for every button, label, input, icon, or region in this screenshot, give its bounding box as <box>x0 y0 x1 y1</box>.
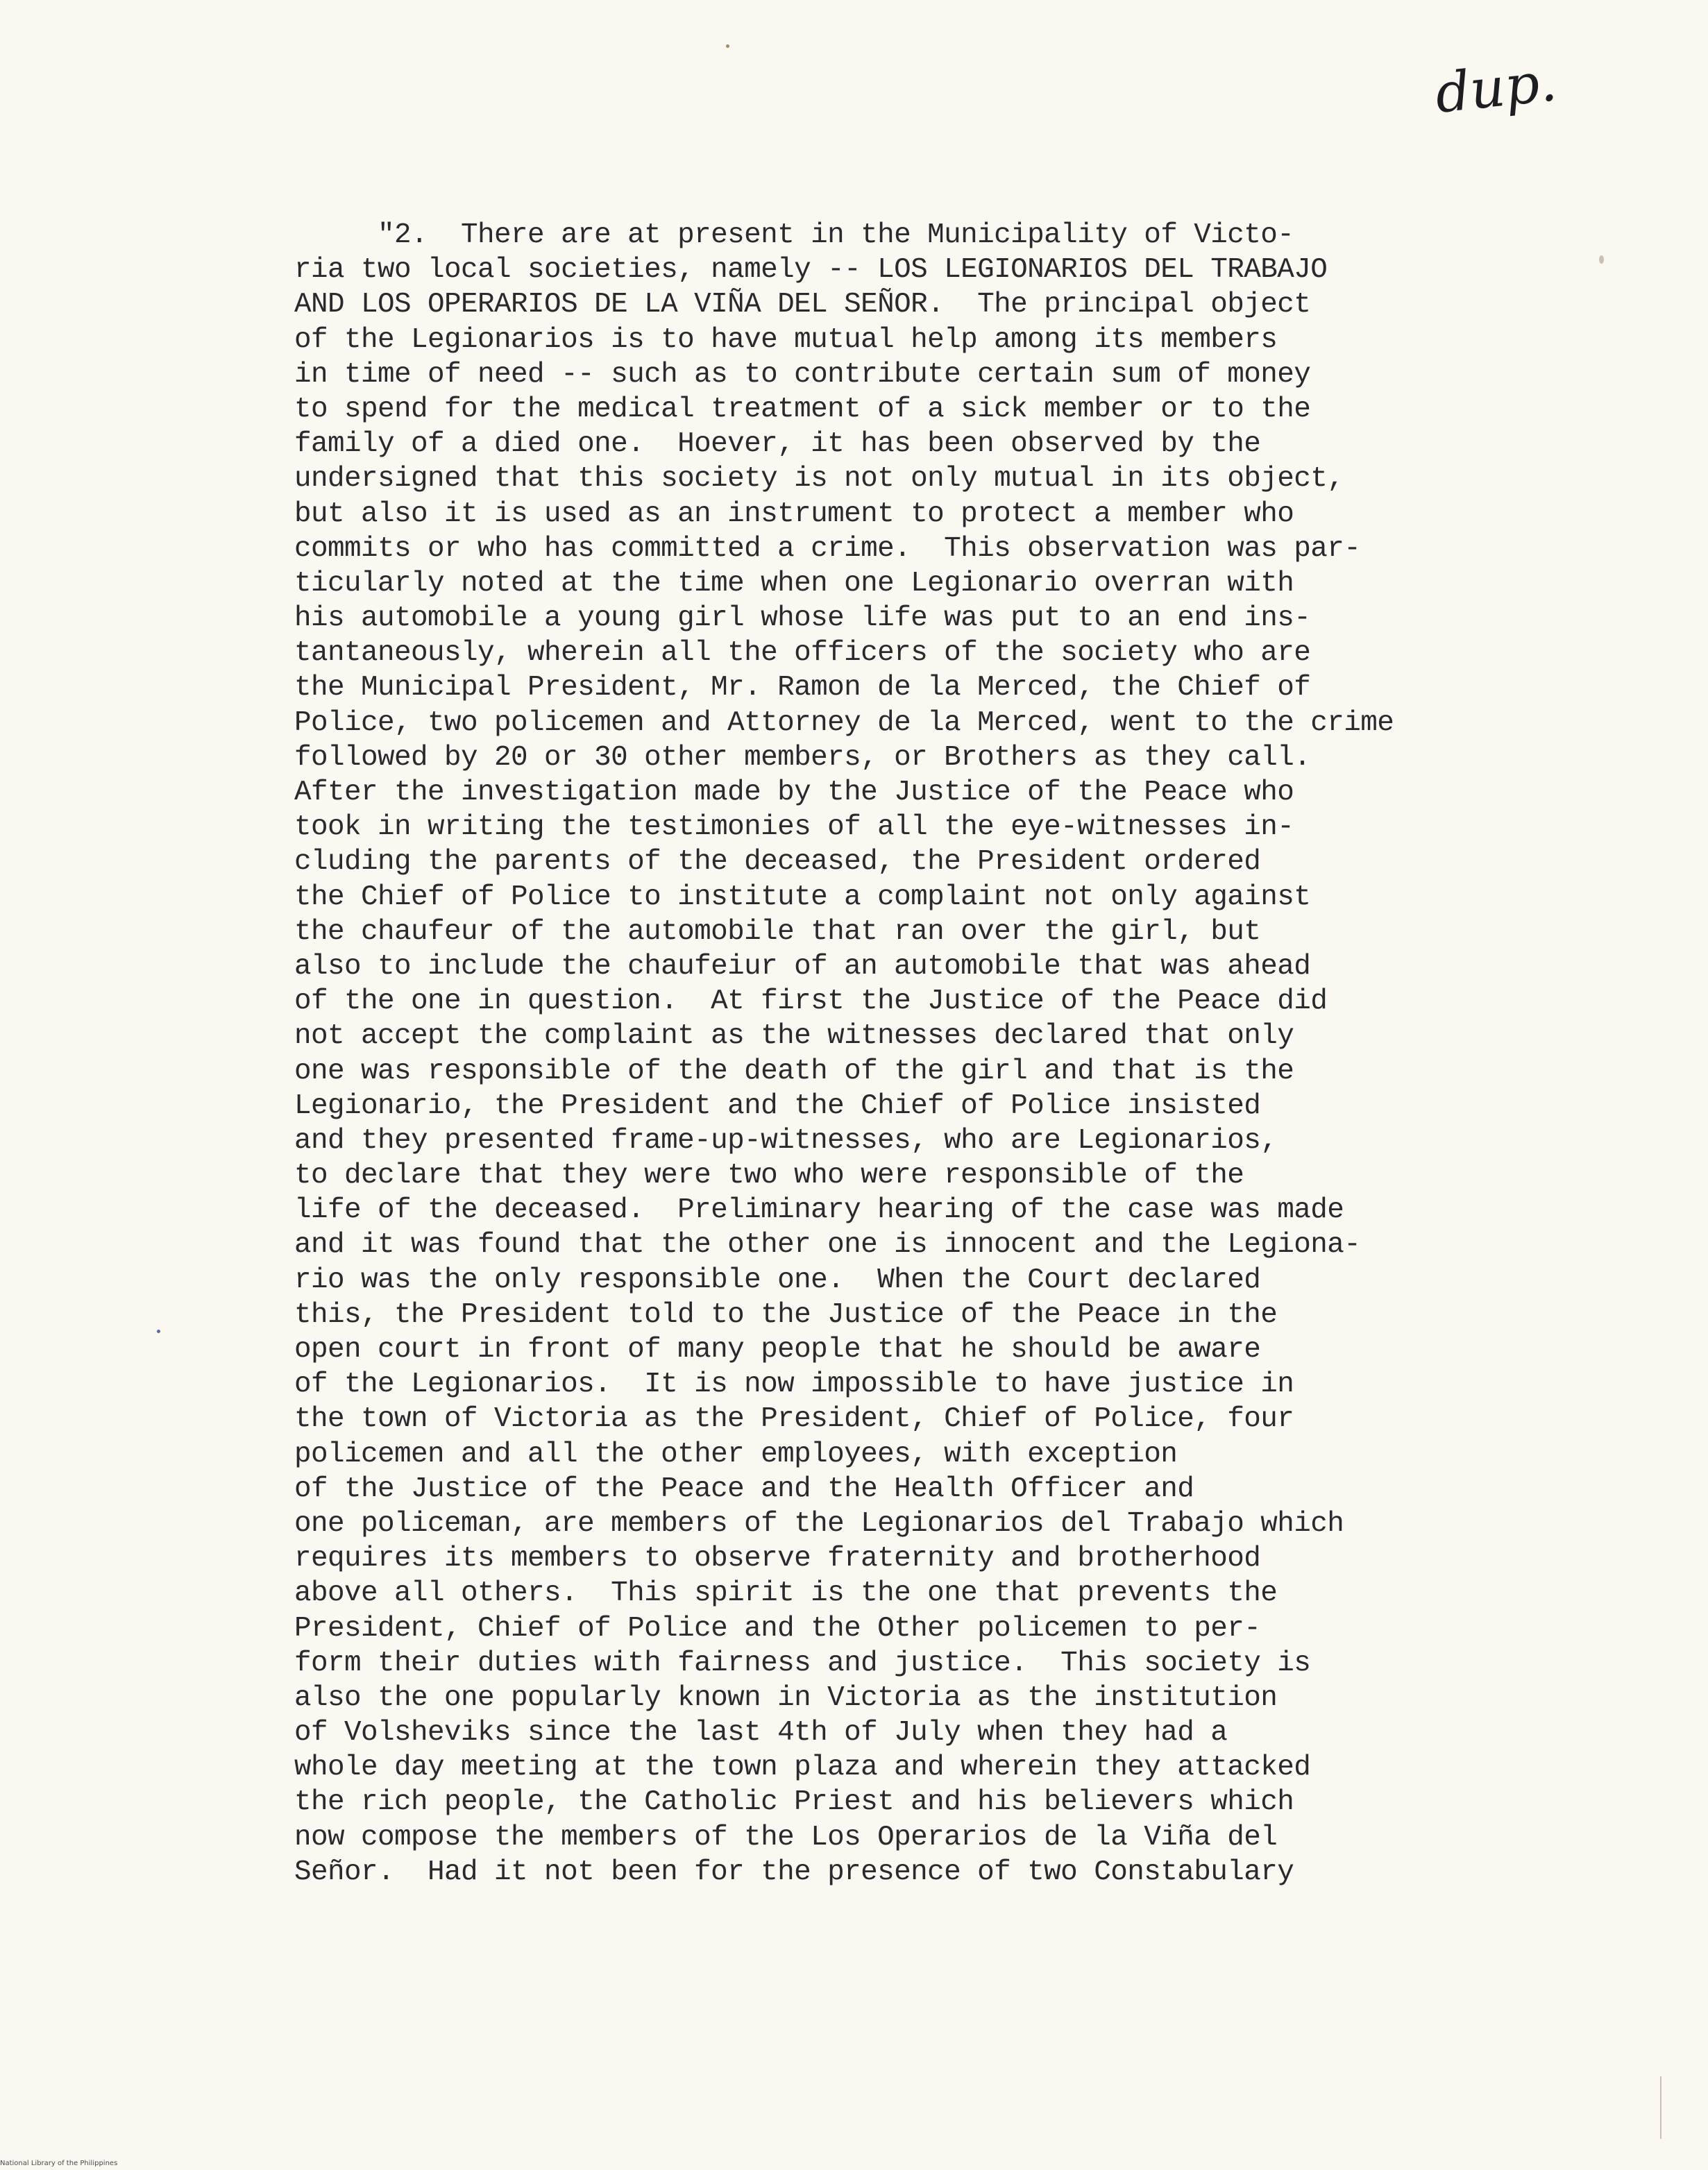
text-line: After the investigation made by the Justice of the Peace who <box>294 777 1294 808</box>
text-line: the town of Victoria as the President, Chief of Police, four <box>294 1403 1294 1436</box>
text-line: not accept the complaint as the witnesses declared that only <box>294 1020 1294 1053</box>
text-line: open court in front of many people that he should be aware <box>294 1334 1261 1366</box>
text-line: above all others. This spirit is the one that prevents the <box>294 1577 1278 1610</box>
text-line: rio was the only responsible one. When the Court declared <box>294 1264 1261 1296</box>
text-line: of the one in question. At first the Justice of the Peace did <box>294 985 1328 1018</box>
text-line: tantaneously, wherein all the officers of the society who are <box>294 637 1311 670</box>
text-line: requires its members to observe fraternity and brotherhood <box>294 1543 1261 1575</box>
text-line: also to include the chaufeiur of an automobile that was ahead <box>294 950 1311 983</box>
text-line: "2. There are at present in the Municipality of Victo- <box>294 219 1294 251</box>
text-line: to spend for the medical treatment of a sick member or to the <box>294 393 1311 425</box>
text-line: form their duties with fairness and justice. This society is <box>294 1647 1311 1679</box>
text-line: one policeman, are members of the Legionarios del Trabajo which <box>294 1507 1344 1540</box>
text-line: undersigned that this society is not only mutual in its object, <box>294 463 1344 495</box>
typed-body-text <box>294 218 1516 1890</box>
text-line: but also it is used as an instrument to protect a member who <box>294 498 1294 530</box>
text-line: and they presented frame-up-witnesses, who are Legionarios, <box>294 1124 1278 1157</box>
text-line: of Volsheviks since the last 4th of July when they had a <box>294 1717 1228 1749</box>
handwritten-annotation: dup. <box>1432 51 1560 126</box>
text-line: life of the deceased. Preliminary hearing of the case was made <box>294 1194 1344 1227</box>
text-line: in time of need -- such as to contribute certain sum of money <box>294 358 1311 391</box>
paper-speck <box>1599 255 1604 264</box>
text-line: to declare that they were two who were responsible of the <box>294 1160 1244 1192</box>
text-line: the Chief of Police to institute a complaint not only against <box>294 881 1311 913</box>
text-line: the rich people, the Catholic Priest and his believers which <box>294 1786 1294 1819</box>
text-line: followed by 20 or 30 other members, or Brothers as they call. <box>294 741 1311 774</box>
text-line: the chaufeur of the automobile that ran over the girl, but <box>294 915 1261 948</box>
text-line: ticularly noted at the time when one Legionario overran with <box>294 567 1294 600</box>
paper-crease-mark <box>1660 2076 1662 2139</box>
text-line: Legionario, the President and the Chief of Police insisted <box>294 1090 1261 1122</box>
text-line: Señor. Had it not been for the presence of two Constabulary <box>294 1856 1294 1888</box>
text-line: now compose the members of the Los Operarios de la Viña del <box>294 1821 1278 1854</box>
text-line: the Municipal President, Mr. Ramon de la Merced, the Chief of <box>294 672 1311 704</box>
text-line: AND LOS OPERARIOS DE LA VIÑA DEL SEÑOR. The principal object <box>294 289 1311 321</box>
text-line: this, the President told to the Justice of the Peace in the <box>294 1298 1278 1331</box>
text-line: Police, two policemen and Attorney de la Merced, went to the crime <box>294 706 1394 739</box>
text-line: President, Chief of Police and the Other policemen to per- <box>294 1612 1261 1645</box>
text-line: one was responsible of the death of the girl and that is the <box>294 1055 1294 1087</box>
text-line: his automobile a young girl whose life was put to an end ins- <box>294 602 1311 635</box>
text-line: of the Legionarios is to have mutual help among its members <box>294 323 1278 356</box>
text-line: cluding the parents of the deceased, the President ordered <box>294 846 1261 879</box>
text-line: took in writing the testimonies of all the eye-witnesses in- <box>294 811 1294 844</box>
library-footer-stamp: National Library of the Philippines <box>0 2160 118 2167</box>
text-line: of the Justice of the Peace and the Health Officer and <box>294 1473 1194 1505</box>
paper-speck <box>726 44 729 48</box>
text-line: whole day meeting at the town plaza and wherein they attacked <box>294 1752 1311 1784</box>
text-line: commits or who has committed a crime. This observation was par- <box>294 532 1361 565</box>
text-line: and it was found that the other one is innocent and the Legiona- <box>294 1229 1361 1262</box>
paper-speck <box>157 1330 160 1333</box>
text-line: also the one popularly known in Victoria as the institution <box>294 1681 1278 1714</box>
text-line: policemen and all the other employees, with exception <box>294 1438 1178 1470</box>
text-line: of the Legionarios. It is now impossible to have justice in <box>294 1368 1294 1401</box>
text-line: family of a died one. Hoever, it has been observed by the <box>294 428 1261 461</box>
text-line: ria two local societies, namely -- LOS LEGIONARIOS DEL TRABAJO <box>294 254 1328 287</box>
